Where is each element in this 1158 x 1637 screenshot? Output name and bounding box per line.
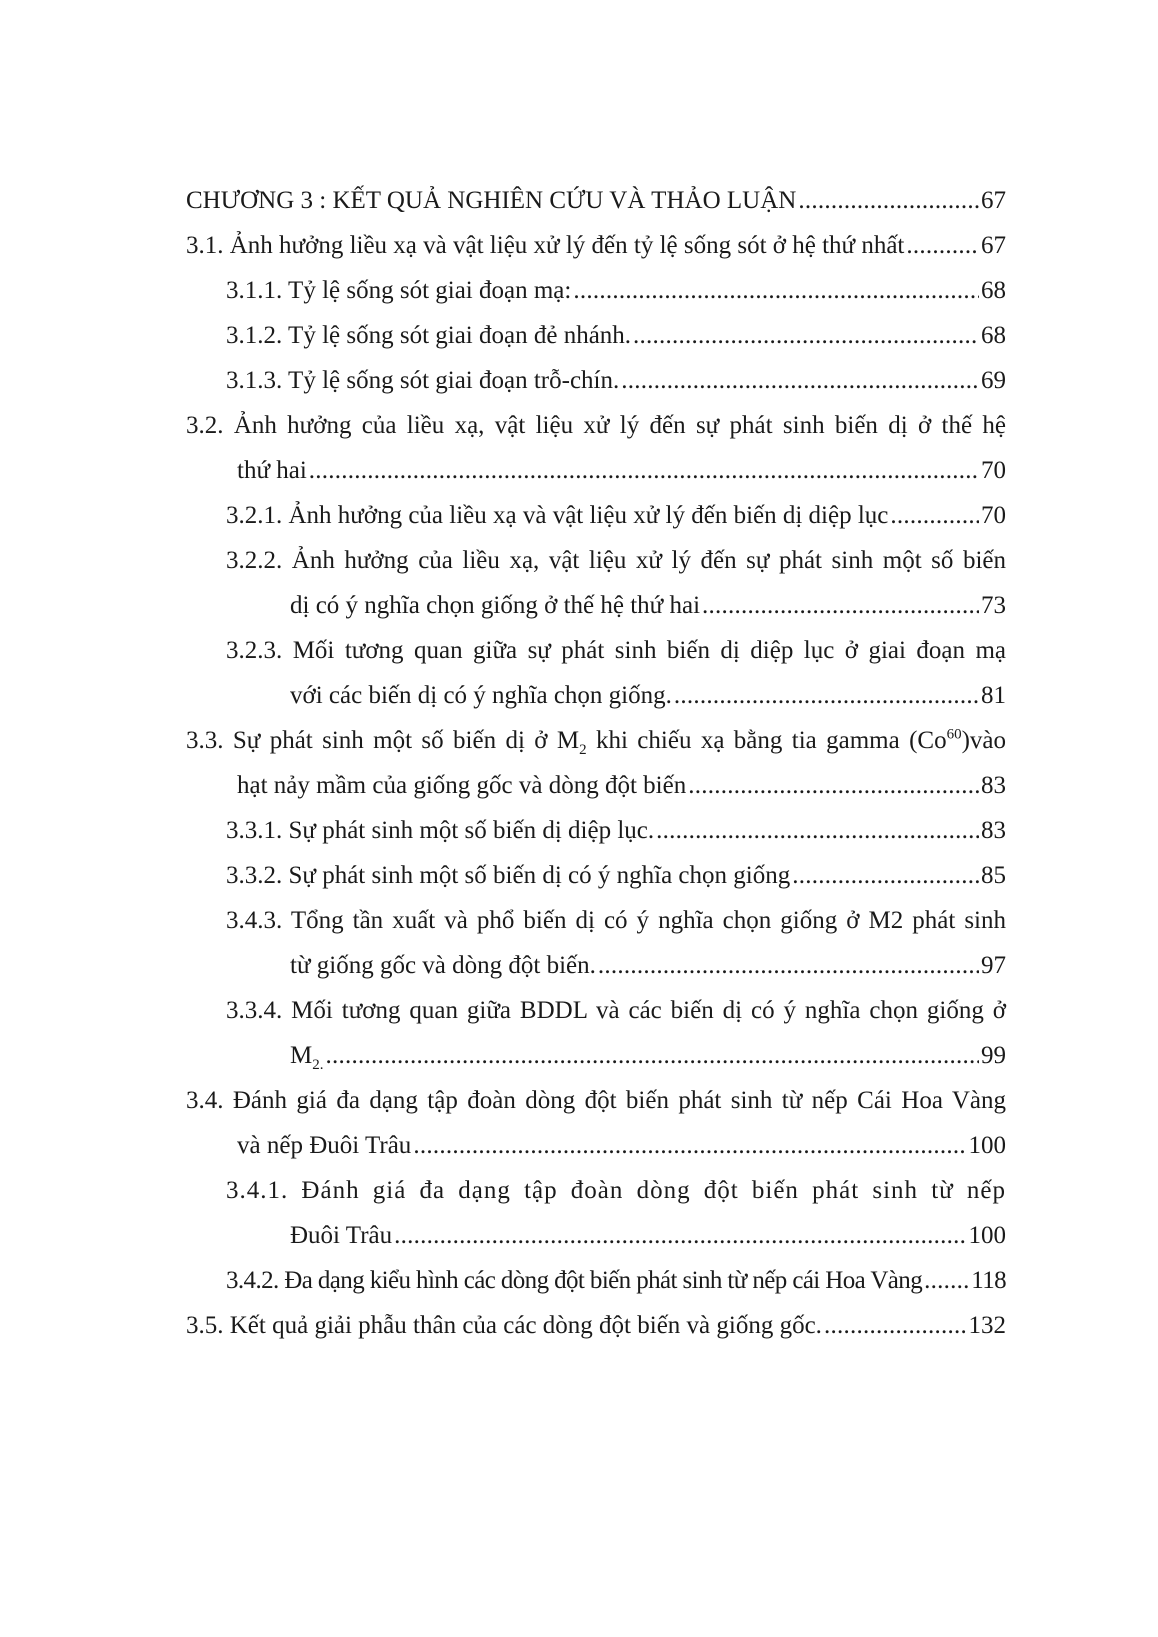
toc-page-number: 68 [981,277,1006,304]
toc-page-number: 67 [981,232,1006,259]
toc-entry-3-4-2 [226,1261,1006,1301]
toc-page-number: 70 [981,457,1006,484]
toc-page-number: 67 [981,187,1006,214]
toc-entry-3-5 [186,1306,1006,1346]
toc-entry-3-3-4-line1: 3.3.4. Mối tương quan giữa BDDL và các biến dị có ý nghĩa chọn giống ở [226,997,1006,1024]
toc-page-number: 85 [981,862,1006,889]
toc-entry-title: 3.5. Kết quả giải phẫu thân của các dòng đột biến và giống gốc. [186,1312,822,1339]
toc-entry-title: CHƯƠNG 3 : KẾT QUẢ NGHIÊN CỨU VÀ THẢO LUẬN [186,187,797,214]
toc-entry-3-4-1-line1: 3.4.1. Đánh giá đa dạng tập đoàn dòng đột biến phát sinh từ nếp [226,1177,1006,1204]
toc-entry-title: thứ hai [237,457,307,484]
toc-page-number: 81 [981,682,1006,709]
toc-entry-3-3-line1: 3.3. Sự phát sinh một số biến dị ở $M_2$ khi chiếu xạ bằng tia gamma (Co$^{60}$)vào [186,726,1006,758]
toc-entry-3-3-line2 [237,766,1006,806]
toc-entry-3-2-3-line2 [290,676,1006,716]
toc-entry-3-1-3 [226,361,1006,401]
toc-entry-3-3-2 [226,856,1006,896]
toc-page-number: 83 [981,772,1006,799]
toc-entry-3-4-line2 [237,1126,1006,1166]
toc-entry-3-1 [186,226,1006,266]
toc-entry-title: từ giống gốc và dòng đột biến. [290,952,596,979]
toc-page-number: 100 [968,1222,1006,1249]
toc-entry-title: 3.1. Ảnh hưởng liều xạ và vật liệu xử lý đến tỷ lệ sống sót ở hệ thứ nhất [186,232,905,259]
toc-page-number: 69 [981,367,1006,394]
toc-entry-3-2-line2 [237,451,1006,491]
toc-entry-3-2-2-line1: 3.2.2. Ảnh hưởng của liều xạ, vật liệu xử lý đến sự phát sinh một số biến [226,547,1006,574]
toc-entry-3-3-4-line2 [290,1036,1006,1076]
toc-entry-3-3-1 [226,811,1006,851]
toc-page-number: 118 [971,1267,1006,1294]
toc-entry-title: và nếp Đuôi Trâu [237,1132,412,1159]
toc-page-number: 73 [981,592,1006,619]
toc-entry-3-2-line1: 3.2. Ảnh hưởng của liều xạ, vật liệu xử lý đến sự phát sinh biến dị ở thế hệ [186,412,1006,439]
toc-entry-title: 3.4.2. Đa dạng kiểu hình các dòng đột biến phát sinh từ nếp cái Hoa Vàng [226,1267,923,1294]
toc-entry-3-1-1 [226,271,1006,311]
toc-entry-3-4-3-line2 [290,946,1006,986]
toc-entry-3-4-line1: 3.4. Đánh giá đa dạng tập đoàn dòng đột biến phát sinh từ nếp Cái Hoa Vàng [186,1087,1006,1114]
toc-entry-3-2-1 [226,496,1006,536]
toc-entry-title: 3.3.2. Sự phát sinh một số biến dị có ý nghĩa chọn giống [226,862,791,889]
toc-page-number: 83 [981,817,1006,844]
toc-entry-title: Đuôi Trâu [290,1222,393,1249]
toc-entry-title: $M_{2.}$ [290,1042,324,1073]
toc-entry-3-4-3-line1: 3.4.3. Tổng tần xuất và phổ biến dị có ý nghĩa chọn giống ở M2 phát sinh [226,907,1006,934]
toc-entry-title: 3.1.2. Tỷ lệ sống sót giai đoạn đẻ nhánh. [226,322,632,349]
toc-entry-title: với các biến dị có ý nghĩa chọn giống. [290,682,672,709]
toc-entry-title: 3.2.1. Ảnh hưởng của liều xạ và vật liệu xử lý đến biến dị diệp lục [226,502,889,529]
toc-entry-chapter-3 [186,181,1006,221]
toc-entry-title: hạt nảy mầm của giống gốc và dòng đột biến [237,772,687,799]
toc-page-number: 68 [981,322,1006,349]
toc-page-number: 132 [968,1312,1006,1339]
toc-entry-title: dị có ý nghĩa chọn giống ở thế hệ thứ hai [290,592,701,619]
toc-page-number: 99 [981,1042,1006,1069]
toc-entry-title: 3.1.3. Tỷ lệ sống sót giai đoạn trỗ-chín. [226,367,620,394]
toc-entry-3-2-2-line2 [290,586,1006,626]
toc-entry-3-1-2 [226,316,1006,356]
toc-entry-3-4-1-line2 [290,1216,1006,1256]
toc-page-number: 97 [981,952,1006,979]
toc-entry-title: 3.1.1. Tỷ lệ sống sót giai đoạn mạ: [226,277,572,304]
toc-entry-title: 3.3.1. Sự phát sinh một số biến dị diệp lục. [226,817,655,844]
toc-page-number: 100 [968,1132,1006,1159]
toc-page-number: 70 [981,502,1006,529]
toc-entry-3-2-3-line1: 3.2.3. Mối tương quan giữa sự phát sinh biến dị diệp lục ở giai đoạn mạ [226,637,1006,664]
